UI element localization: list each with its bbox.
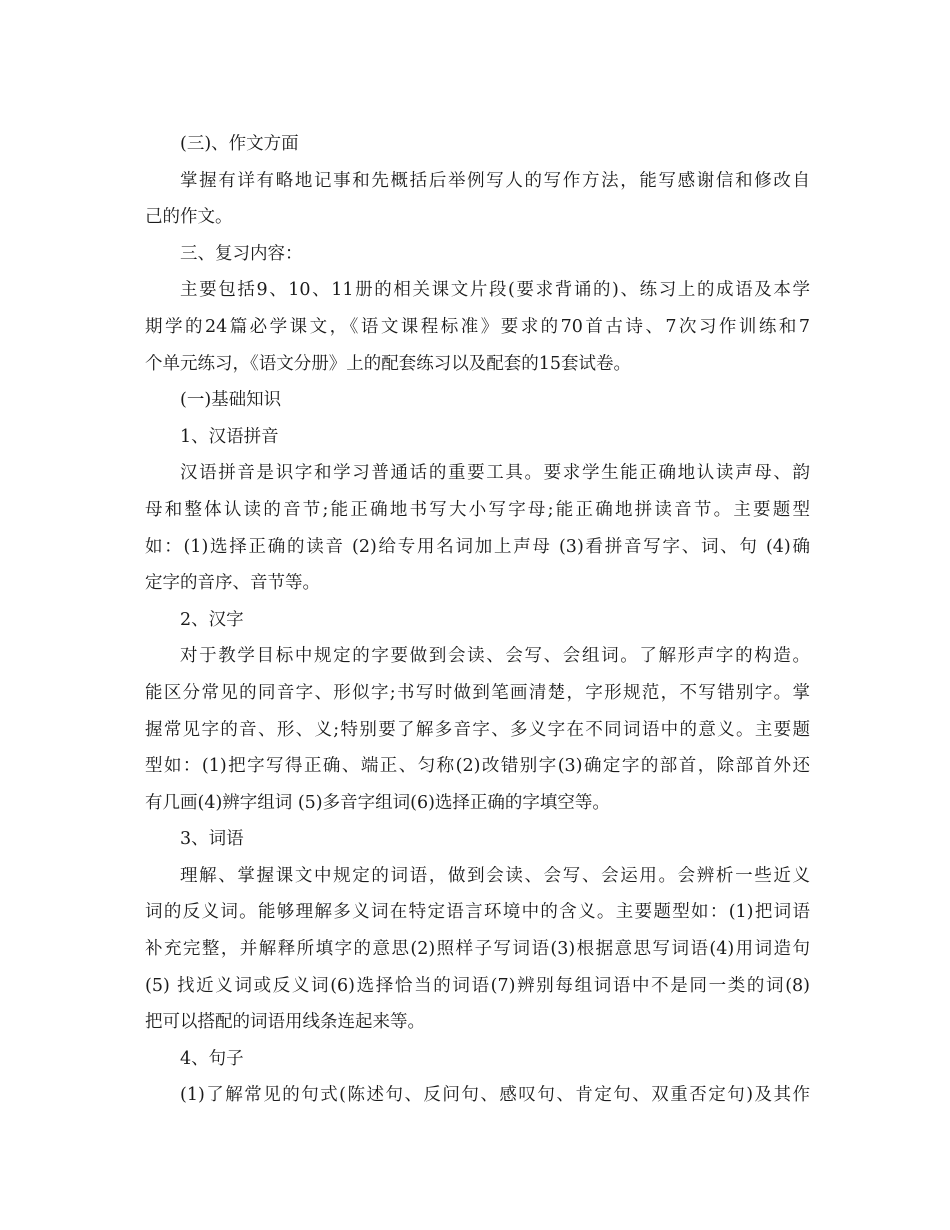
text-line: 4、句子: [180, 1048, 244, 1069]
text-line: 己的作文。: [145, 207, 233, 228]
text-line: 3、词语: [180, 829, 244, 850]
text-line: 对于教学目标中规定的字要做到会读、会写、会组词。了解形声字的构造。: [180, 646, 810, 667]
text-line: 词的反义词。能够理解多义词在特定语言环境中的含义。主要题型如：(1)把词语: [145, 902, 810, 923]
text-line: 把可以搭配的词语用线条连起来等。: [145, 1012, 425, 1033]
text-line: 主要包括9、10、11册的相关课文片段(要求背诵的)、练习上的成语及本学: [180, 280, 810, 301]
text-line: 理解、掌握课文中规定的词语，做到会读、会写、会运用。会辨析一些近义: [180, 865, 810, 886]
text-line: (1)了解常见的句式(陈述句、反问句、感叹句、肯定句、双重否定句)及其作: [180, 1085, 810, 1106]
text-line: 2、汉字: [180, 609, 244, 630]
text-line: 1、汉语拼音: [180, 426, 279, 447]
text-line: 掌握有详有略地记事和先概括后举例写人的写作方法，能写感谢信和修改自: [180, 170, 810, 191]
text-line: 定字的音序、音节等。: [145, 573, 320, 594]
text-line: 型如：(1)把字写得正确、端正、匀称(2)改错别字(3)确定字的部首，除部首外还: [145, 756, 810, 777]
text-line: 如：(1)选择正确的读音 (2)给专用名词加上声母 (3)看拼音写字、词、句 (4)确: [145, 536, 810, 557]
text-line: 个单元练习，《语文分册》上的配套练习以及配套的15套试卷。: [145, 353, 632, 374]
text-line: (三)、作文方面: [180, 134, 299, 154]
text-line: (5) 找近义词或反义词(6)选择恰当的词语(7)辨别每组词语中不是同一类的词(8): [145, 975, 810, 996]
text-line: 期学的24篇必学课文，《语文课程标准》要求的70首古诗、7次习作训练和7: [145, 316, 810, 337]
text-line: 三、复习内容：: [180, 243, 303, 264]
text-line: (一)基础知识: [180, 390, 282, 411]
text-line: 有几画(4)辨字组词 (5)多音字组词(6)选择正确的字填空等。: [145, 792, 610, 813]
text-line: 能区分常见的同音字、形似字;书写时做到笔画清楚，字形规范，不写错别字。掌: [145, 682, 810, 703]
text-line: 母和整体认读的音节;能正确地书写大小写字母;能正确地拼读音节。主要题型: [145, 499, 810, 520]
text-line: 握常见字的音、形、义;特别要了解多音字、多义字在不同词语中的意义。主要题: [145, 719, 810, 740]
text-line: 补充完整，并解释所填字的意思(2)照样子写词语(3)根据意思写词语(4)用词造句: [145, 939, 810, 960]
text-line: 汉语拼音是识字和学习普通话的重要工具。要求学生能正确地认读声母、韵: [180, 463, 810, 484]
document-body: [145, 126, 810, 1114]
